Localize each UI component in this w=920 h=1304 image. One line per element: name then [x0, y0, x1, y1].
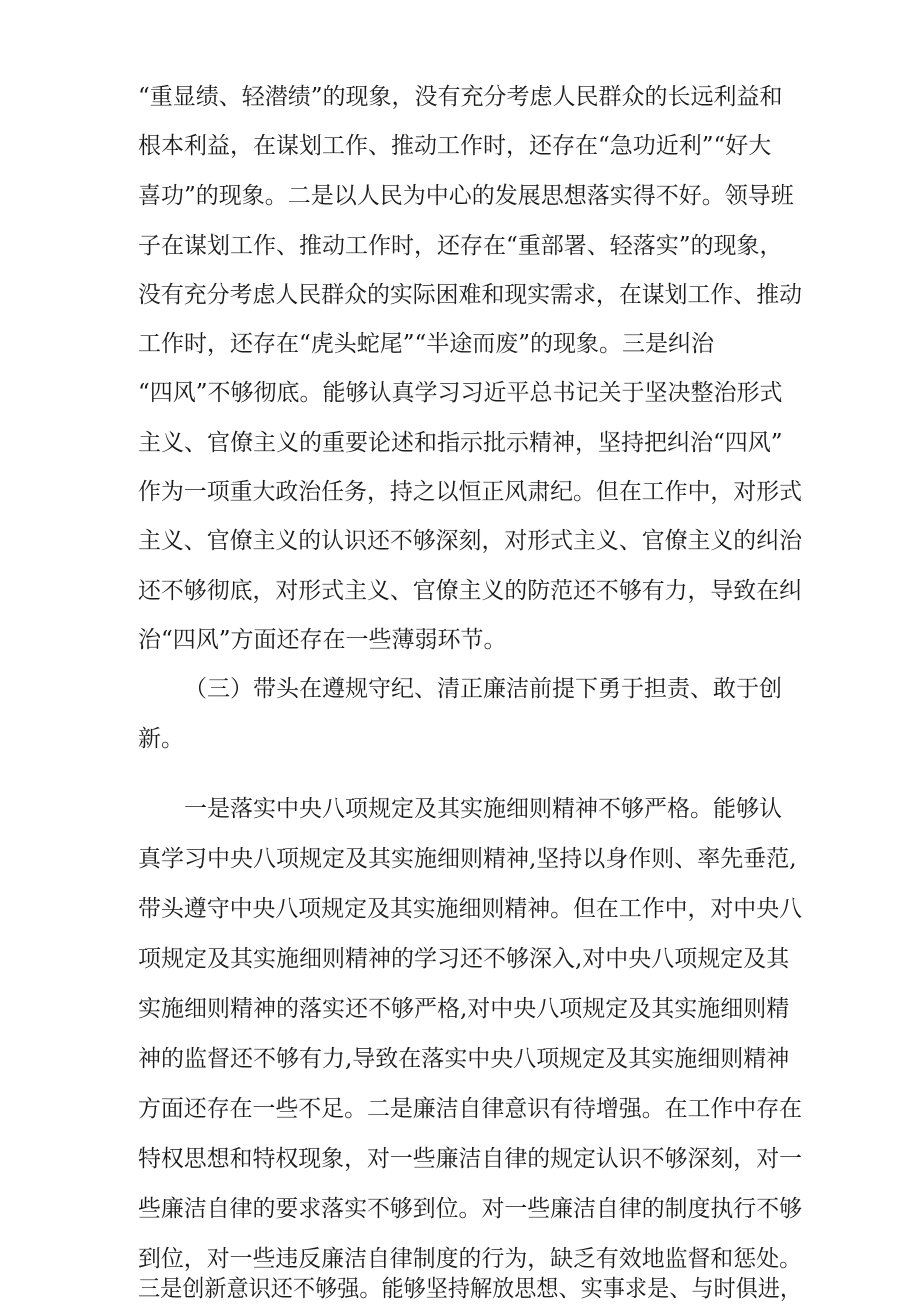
line-text: 三是创新意识还不够强。能够坚持解放思想、实事求是、与时俱进，	[138, 1276, 802, 1302]
line-text: 到位，对一些违反廉洁自律制度的行为，缺乏有效地监督和惩处。	[138, 1246, 802, 1272]
text-line	[138, 994, 789, 1024]
text-line	[138, 1044, 789, 1074]
line-text: 带头遵守中央八项规定及其实施细则精神。但在工作中，对中央八	[138, 896, 802, 922]
line-text: 主义、官僚主义的重要论述和指示批示精神，坚持把纠治“四风”	[138, 430, 783, 456]
text-line	[138, 1144, 805, 1174]
text-line	[138, 625, 507, 655]
line-text: 作为一项重大政治任务，持之以恒正风肃纪。但在工作中，对形式	[138, 479, 802, 505]
heading-text: （三）带头在遵规守纪、清正廉洁前提下勇于担责、敢于创	[184, 676, 782, 702]
text-line	[138, 477, 805, 507]
line-text: 根本利益，在谋划工作、推动工作时，还存在“急功近利”“好大	[138, 133, 772, 159]
line-text: 没有充分考虑人民群众的实际困难和现实需求，在谋划工作、推动	[138, 282, 802, 308]
line-text: 主义、官僚主义的认识还不够深刻，对形式主义、官僚主义的纠治	[138, 528, 802, 554]
text-line	[138, 1094, 805, 1124]
text-line	[138, 944, 789, 974]
text-line	[138, 131, 771, 161]
text-line	[138, 1244, 805, 1274]
text-line	[138, 894, 805, 924]
text-line	[138, 329, 714, 359]
text-line	[138, 1274, 828, 1304]
paragraph-start	[184, 794, 782, 824]
line-text: 项规定及其实施细则精神的学习还不够深入,对中央八项规定及其	[138, 946, 790, 972]
line-text: 还不够彻底，对形式主义、官僚主义的防范还不够有力，导致在纠	[138, 578, 802, 604]
line-text: 特权思想和特权现象，对一些廉洁自律的规定认识不够深刻，对一	[138, 1146, 802, 1172]
line-text: 些廉洁自律的要求落实不够到位。对一些廉洁自律的制度执行不够	[138, 1196, 802, 1222]
line-text: 子在谋划工作、推动工作时，还存在“重部署、轻落实”的现象，	[138, 233, 783, 259]
text-line	[138, 576, 805, 606]
text-line	[138, 231, 783, 261]
text-line	[138, 378, 783, 408]
section-heading	[184, 674, 782, 704]
line-text: 实施细则精神的落实还不够严格,对中央八项规定及其实施细则精	[138, 996, 790, 1022]
line-text: “四风”不够彻底。能够认真学习习近平总书记关于坚决整治形式	[138, 380, 783, 406]
line-text: 喜功”的现象。二是以人民为中心的发展思想落实得不好。领导班	[138, 183, 794, 209]
line-text: 工作时，还存在“虎头蛇尾”“半途而废”的现象。三是纠治	[138, 331, 715, 357]
text-line	[138, 181, 794, 211]
line-text: 神的监督还不够有力,导致在落实中央八项规定及其实施细则精神	[138, 1046, 790, 1072]
line-text: 一是落实中央八项规定及其实施细则精神不够严格。能够认	[184, 796, 782, 822]
line-text: 治“四风”方面还存在一些薄弱环节。	[138, 627, 507, 653]
text-line	[138, 428, 783, 458]
text-line	[138, 82, 802, 112]
line-text: 新。	[138, 726, 184, 752]
text-line	[138, 844, 797, 874]
text-line	[138, 526, 805, 556]
line-text: 方面还存在一些不足。二是廉洁自律意识有待增强。在工作中存在	[138, 1096, 802, 1122]
text-line	[138, 1194, 805, 1224]
line-text: 真学习中央八项规定及其实施细则精神,坚持以身作则、率先垂范,	[138, 846, 797, 872]
text-line	[138, 280, 805, 310]
line-text: “重显绩、轻潜绩”的现象，没有充分考虑人民群众的长远利益和	[138, 84, 783, 110]
text-line	[138, 724, 184, 754]
